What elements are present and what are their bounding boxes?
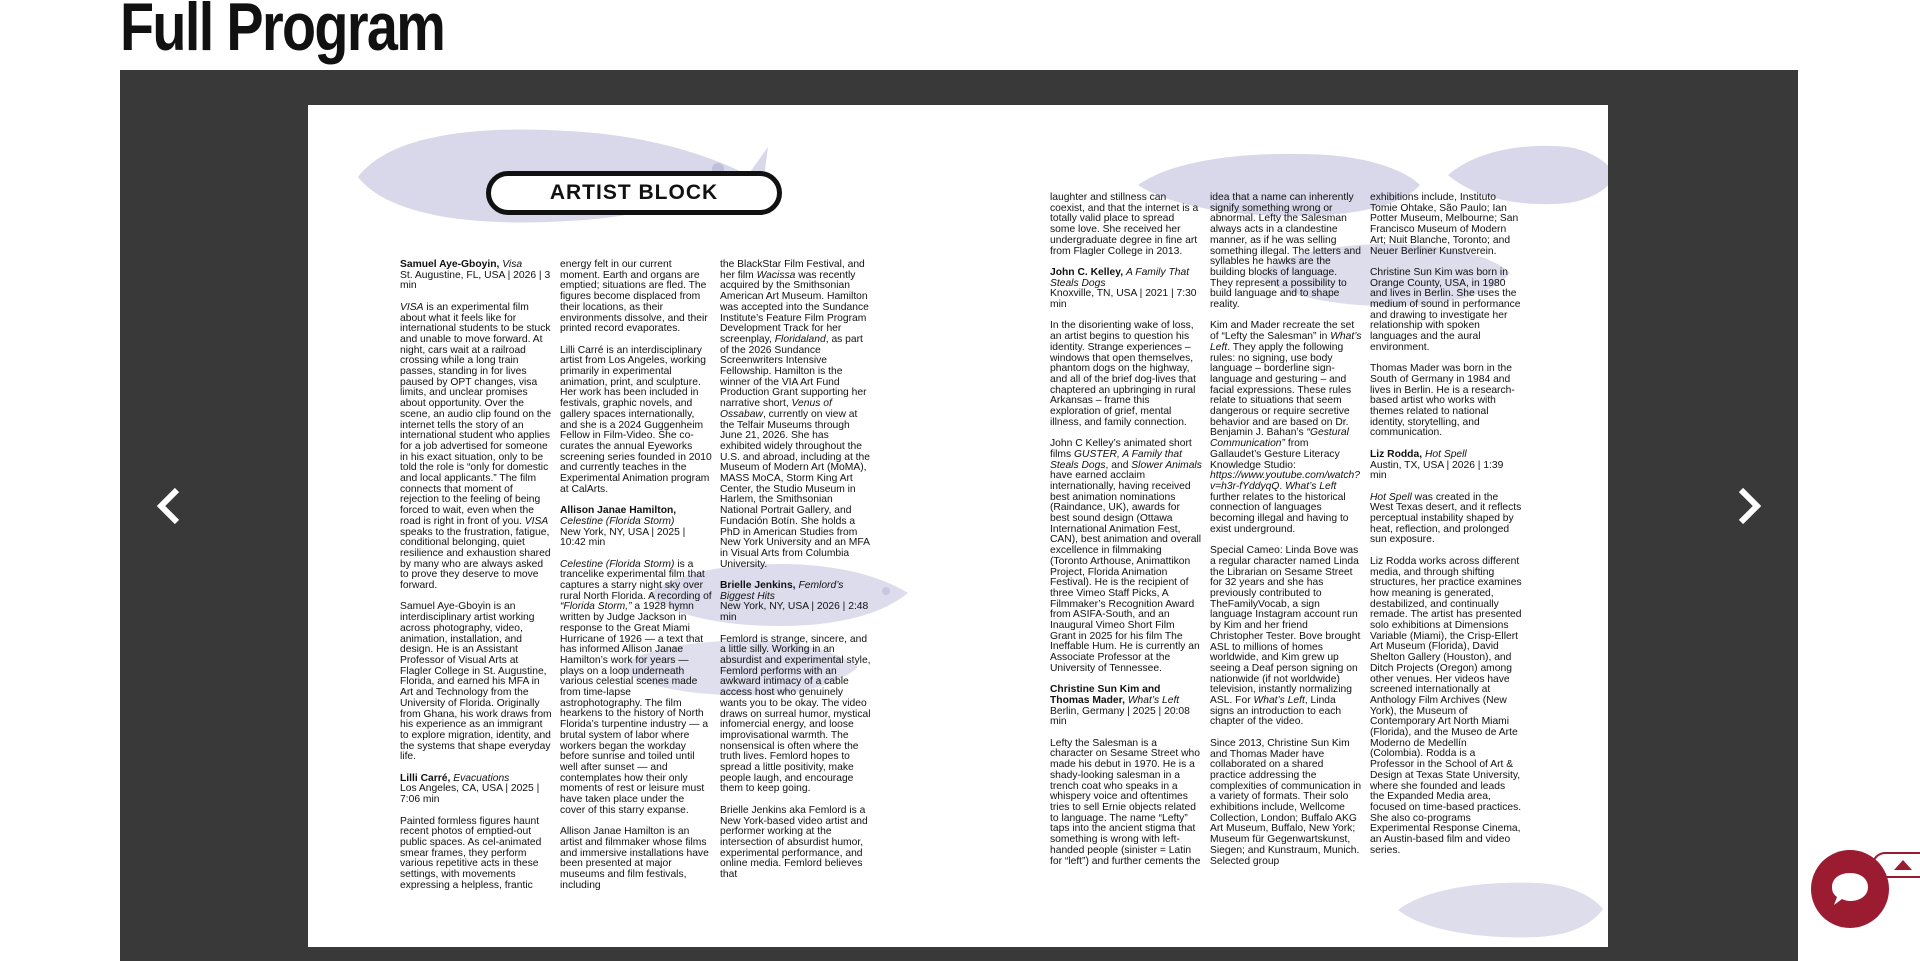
paragraph: the BlackStar Film Festival, and her film Wacissa was recently acquired by the Smithsonian American Art Museum. Hamilton was accepted into the Sundance Institute’s Feature Film Program Development Track for her screenplay, Floridaland, as part of the 2026 Sundance Screenwriters Intensive Fellowship. Hamilton is the winner of the VIA Art Fund Production Grant supporting her narrative short, Venus of Ossabaw, currently on view at the Telfair Museums through June 21, 2026. She has exhibited widely throughout the U.S. and abroad, including at the Museum of Modern Art (MoMA), MASS MoCA, Storm King Art Center, the Studio Museum in Harlem, the Smithsonian National Portrait Gallery, and Fundación Botín. She holds a PhD in American Studies from New York University and an MFA in Visual Arts from Columbia University. bbox=[720, 259, 870, 570]
paragraph: Liz Rodda works across different media, and through shifting structures, her practice examines how meaning is generated, destabilized, and continually remade. The artist has presented solo exhibitions at Dimensions Variable (Miami), the Crisp-Ellert Art Museum (Florida), David Shelton Gallery (Houston), and Ditch Projects (Oregon) among other venues. Her videos have screened internationally at Anthology Film Archives (New York), the Museum of Contemporary Art North Miami (Florida), and the Museo de Arte Moderno de Medellín (Colombia). Rodda is a Professor in the School of Art & Design at Texas State University, where she founded and leads the Expanded Media area, focused on time-based practices. She also co-programs Experimental Response Cinema, an Austin-based film and video series. bbox=[1370, 555, 1522, 856]
artist-block-banner bbox=[486, 171, 782, 215]
artist-name: Christine Sun Kim and Thomas Mader, bbox=[1050, 684, 1161, 706]
entry-header bbox=[720, 581, 872, 624]
film-meta: St. Augustine, FL, USA | 2026 | 3 min bbox=[400, 269, 551, 292]
paragraph: Christine Sun Kim was born in Orange County, USA, in 1980 and lives in Berlin. She uses the medium of sound in performance and drawing to investigate her relationship with spoken languages and the aural environment. bbox=[1370, 266, 1521, 353]
entry-header bbox=[1050, 685, 1202, 728]
paragraph: Hot Spell was created in the West Texas desert, and it reflects perceptual instability shaped by heat, reflection, and prolonged sun exposure. bbox=[1370, 491, 1522, 546]
left-page bbox=[308, 105, 958, 947]
paragraph: Femlord is strange, sincere, and a little silly. Working in an absurdist and experimental style, Femlord performs with an awkward intimacy of a cable access host who genuinely wants you to be okay. The video draws on surreal humor, mystical infomercial energy, and loose improvisational warmth. The nonsensical is often where the truth lives. Femlord hopes to spread a little positivity, make people laugh, and encourage them to keep going. bbox=[720, 633, 871, 795]
paragraph: Since 2013, Christine Sun Kim and Thomas Mader have collaborated on a shared practice addressing the complexities of communication in a variety of formats. Their solo exhibitions include, Wellcome Collection, London; Buffalo AKG Art Museum, Buffalo, New York; Museum für Gegenwartskunst, Siegen; and Kunstraum, Munich. Selected group bbox=[1210, 737, 1362, 867]
chat-bubble-icon bbox=[1830, 871, 1870, 907]
caret-up-icon bbox=[1892, 858, 1914, 872]
artist-name: Samuel Aye-Gboyin, bbox=[400, 259, 500, 270]
entry-header bbox=[1050, 268, 1202, 311]
text-column bbox=[400, 260, 552, 902]
film-title: Hot Spell bbox=[1424, 448, 1467, 460]
film-title: Evacuations bbox=[453, 772, 510, 784]
external-link[interactable]: https://www.youtube.com/watch?v=h3r-fYddyqQ bbox=[1210, 470, 1360, 492]
artist-name: Allison Janae Hamilton, bbox=[560, 505, 677, 517]
entry-header bbox=[400, 774, 552, 806]
text-column bbox=[1210, 193, 1362, 878]
paragraph: Lefty the Salesman is a character on Sesame Street who made his debut in 1970. He is a shady-looking salesman in a trench coat who speaks in a whispery voice and oftentimes tries to sell Ernie objects related to language. The name “Lefty” taps into the ancient stigma that something is wrong with left-handed people (sinister = Latin for “left”) and further cements the bbox=[1050, 737, 1201, 867]
text-column bbox=[1370, 193, 1522, 867]
fish-illustration-icon bbox=[1388, 875, 1608, 945]
film-meta: New York, NY, USA | 2025 | 10:42 min bbox=[560, 526, 686, 549]
prev-page-button[interactable] bbox=[148, 476, 188, 536]
page-title: Full Program bbox=[120, 0, 445, 65]
paragraph: Special Cameo: Linda Bove was a regular character named Linda the Librarian on Sesame Street for 32 years and she has previously contributed to TheFamilyVocab, a sign language Instagram account run by Kim and her friend Christopher Tester. Bove brought ASL to millions of homes worldwide, and Kim grew up seeing a Deaf person signing on nationwide (if not worldwide) television, instantly normalizing ASL. For What’s Left, Linda signs an introduction to each chapter of the video. bbox=[1210, 545, 1361, 728]
paragraph: laughter and stillness can coexist, and that the internet is a totally valid place to spread some love. She received her undergraduate degree in fine art from Flagler College in 2013. bbox=[1050, 192, 1199, 257]
film-title: Femlord’s Biggest Hits bbox=[720, 580, 844, 602]
paragraph: Allison Janae Hamilton is an artist and filmmaker whose films and immersive installations have been presented at major museums and film festivals, including bbox=[560, 826, 709, 891]
banner-label: ARTIST BLOCK bbox=[549, 181, 719, 204]
entry-header bbox=[1370, 450, 1522, 482]
paragraph: Samuel Aye-Gboyin is an interdisciplinary artist working across photography, video, animation, installation, and design. He is an Assistant Professor of Visual Arts at Flagler College in St. Augustine, Florida, and earned his MFA in Art and Technology from the University of Florida. Originally from Ghana, his work draws from his experience as an immigrant to explore migration, identity, and the systems that shape everyday life. bbox=[400, 601, 552, 763]
film-title: What’s Left bbox=[1127, 694, 1180, 706]
film-title: Celestine (Florida Storm) bbox=[560, 515, 675, 527]
page-spread bbox=[308, 105, 1608, 947]
paragraph: Thomas Mader was born in the South of Germany in 1984 and lives in Berlin. He is a research-based artist who works with themes related to national identity, storytelling, and communication. bbox=[1370, 363, 1515, 439]
film-title: Visa bbox=[502, 259, 523, 270]
entry-header bbox=[400, 260, 552, 292]
text-column bbox=[560, 260, 712, 902]
paragraph: exhibitions include, Instituto Tomie Ohtake, São Paulo; Ian Potter Museum, Melbourne; San Francisco Museum of Modern Art; Nuit Blanche, Toronto; and Neuer Berliner Kunstverein. bbox=[1370, 192, 1519, 257]
paragraph: idea that a name can inherently signify something wrong or abnormal. Lefty the Salesman always acts in a clandestine manner, as if he was selling something illegal. The letters and syllables he hawks are the building blocks of language. They represent a possibility to build language and to shape reality. bbox=[1210, 192, 1361, 311]
film-meta: Berlin, Germany | 2025 | 20:08 min bbox=[1050, 705, 1190, 728]
chat-button[interactable] bbox=[1811, 850, 1889, 928]
paragraph: Celestine (Florida Storm) is a trancelike experimental film that captures a starry night sky over rural North Florida. A recording of “Florida Storm,” a 1928 hymn written by Judge Jackson in response to the Great Miami Hurricane of 1926 — a text that has informed Allison Janae Hamilton’s work for years — plays on a loop underneath various celestial scenes made from time-lapse astrophotography. The film hearkens to the history of North Florida’s turpentine industry — a brutal system of labor where workers began the workday before sunrise and toiled until well after sunset — and contemplates how their only moments of rest or leisure must have taken place under the cover of this starry expanse. bbox=[560, 558, 712, 816]
flipbook-viewer bbox=[120, 70, 1798, 961]
text-column bbox=[1050, 193, 1202, 878]
paragraph: Kim and Mader recreate the set of “Lefty the Salesman” in What’s Left. They apply the following rules: no signing, use body language – borderline sign-language and gesturing – and facial expressions. These rules relate to situations that seem dangerous or require secretive behavior and are based on Dr. Benjamin J. Bahan’s “Gestural Communication” from Gallaudet’s Gesture Literacy Knowledge Studio: https://www.youtube.com/watch?v=h3r-fYddyqQ. What’s Left further relates to the historical connection of languages becoming illegal and having to exist underground. bbox=[1210, 320, 1362, 535]
entry-header bbox=[560, 506, 712, 549]
film-meta: Austin, TX, USA | 2026 | 1:39 min bbox=[1370, 459, 1504, 482]
chevron-left-icon bbox=[155, 486, 181, 526]
right-page bbox=[958, 105, 1608, 947]
artist-name: Liz Rodda, bbox=[1370, 448, 1423, 460]
next-page-button[interactable] bbox=[1730, 476, 1770, 536]
paragraph: energy felt in our current moment. Earth and organs are emptied; situations are fled. The figures become displaced from their locations, as their environments dissolve, and their printed record evaporates. bbox=[560, 259, 708, 335]
paragraph: VISA is an experimental film about what it feels like for international students to be stuck and unable to move forward. At night, cars wait at a railroad crossing while a long train passes, standing in for lives paused by OPT changes, visa limits, and unclear promises about opportunity. Over the scene, an audio clip found on the internet tells the story of an international student who applies for a job advertised for someone in his exact situation, only to be told the role is “only for domestic and local applicants.” The film connects that moment of rejection to the feeling of being forced to wait, even when the road is right in front of you. VISA speaks to the frustration, fatigue, conditional belonging, quiet resilience and exhaustion shared by many who are always asked to prove they deserve to move forward. bbox=[400, 301, 552, 592]
paragraph: Painted formless figures haunt recent photos of emptied-out public spaces. As cel-animated smear frames, they perform various repetitive acts in these settings, with movements expressing a helpless, frantic bbox=[400, 815, 542, 891]
paragraph: John C Kelley’s animated short films GUSTER, A Family that Steals Dogs, and Slower Animals have earned acclaim internationally, having received best animation nominations (Raindance, UK), awards for best sound design (Ottawa International Animation Fest, CAN), best animation and overall excellence in filmmaking (Toronto Arthouse, Animattikon Project, Florida Animation Festival). He is the recipient of three Vimeo Staff Picks, A Filmmaker’s Recognition Award from ASIFA-South, and an Inaugural Vimeo Short Film Grant in 2025 for his film The Ineffable Hum. He is currently an Associate Professor at the University of Tennessee. bbox=[1050, 438, 1202, 674]
film-title: A Family That Steals Dogs bbox=[1050, 266, 1190, 289]
paragraph: In the disorienting wake of loss, an artist begins to question his identity. Strange experiences – windows that open themselves, phantom dogs on the highway, and all of the brief dog-lives that chaptered an upbringing in rural Arkansas – frame this exploration of grief, mental illness, and family connection. bbox=[1050, 320, 1196, 428]
paragraph: Lilli Carré is an interdisciplinary artist from Los Angeles, working primarily in experimental animation, print, and sculpture. Her work has been included in festivals, graphic novels, and gallery spaces internationally, and she is a 2024 Guggenheim Fellow in Film-Video. She co-curates the annual Eyeworks screening series founded in 2010 and currently teaches in the Experimental Animation program at CalArts. bbox=[560, 344, 712, 495]
paragraph: Brielle Jenkins aka Femlord is a New York-based video artist and performer working at the intersection of absurdist humor, experimental performance, and online media. Femlord believes that bbox=[720, 804, 868, 881]
film-meta: Los Angeles, CA, USA | 2025 | 7:06 min bbox=[400, 783, 540, 806]
text-column bbox=[720, 260, 872, 891]
artist-name: Brielle Jenkins, bbox=[720, 580, 796, 592]
film-meta: New York, NY, USA | 2026 | 2:48 min bbox=[720, 601, 869, 624]
artist-name: John C. Kelley, bbox=[1050, 266, 1124, 278]
film-meta: Knoxville, TN, USA | 2021 | 7:30 min bbox=[1050, 288, 1197, 311]
chevron-right-icon bbox=[1737, 486, 1763, 526]
artist-name: Lilli Carré, bbox=[400, 772, 451, 784]
